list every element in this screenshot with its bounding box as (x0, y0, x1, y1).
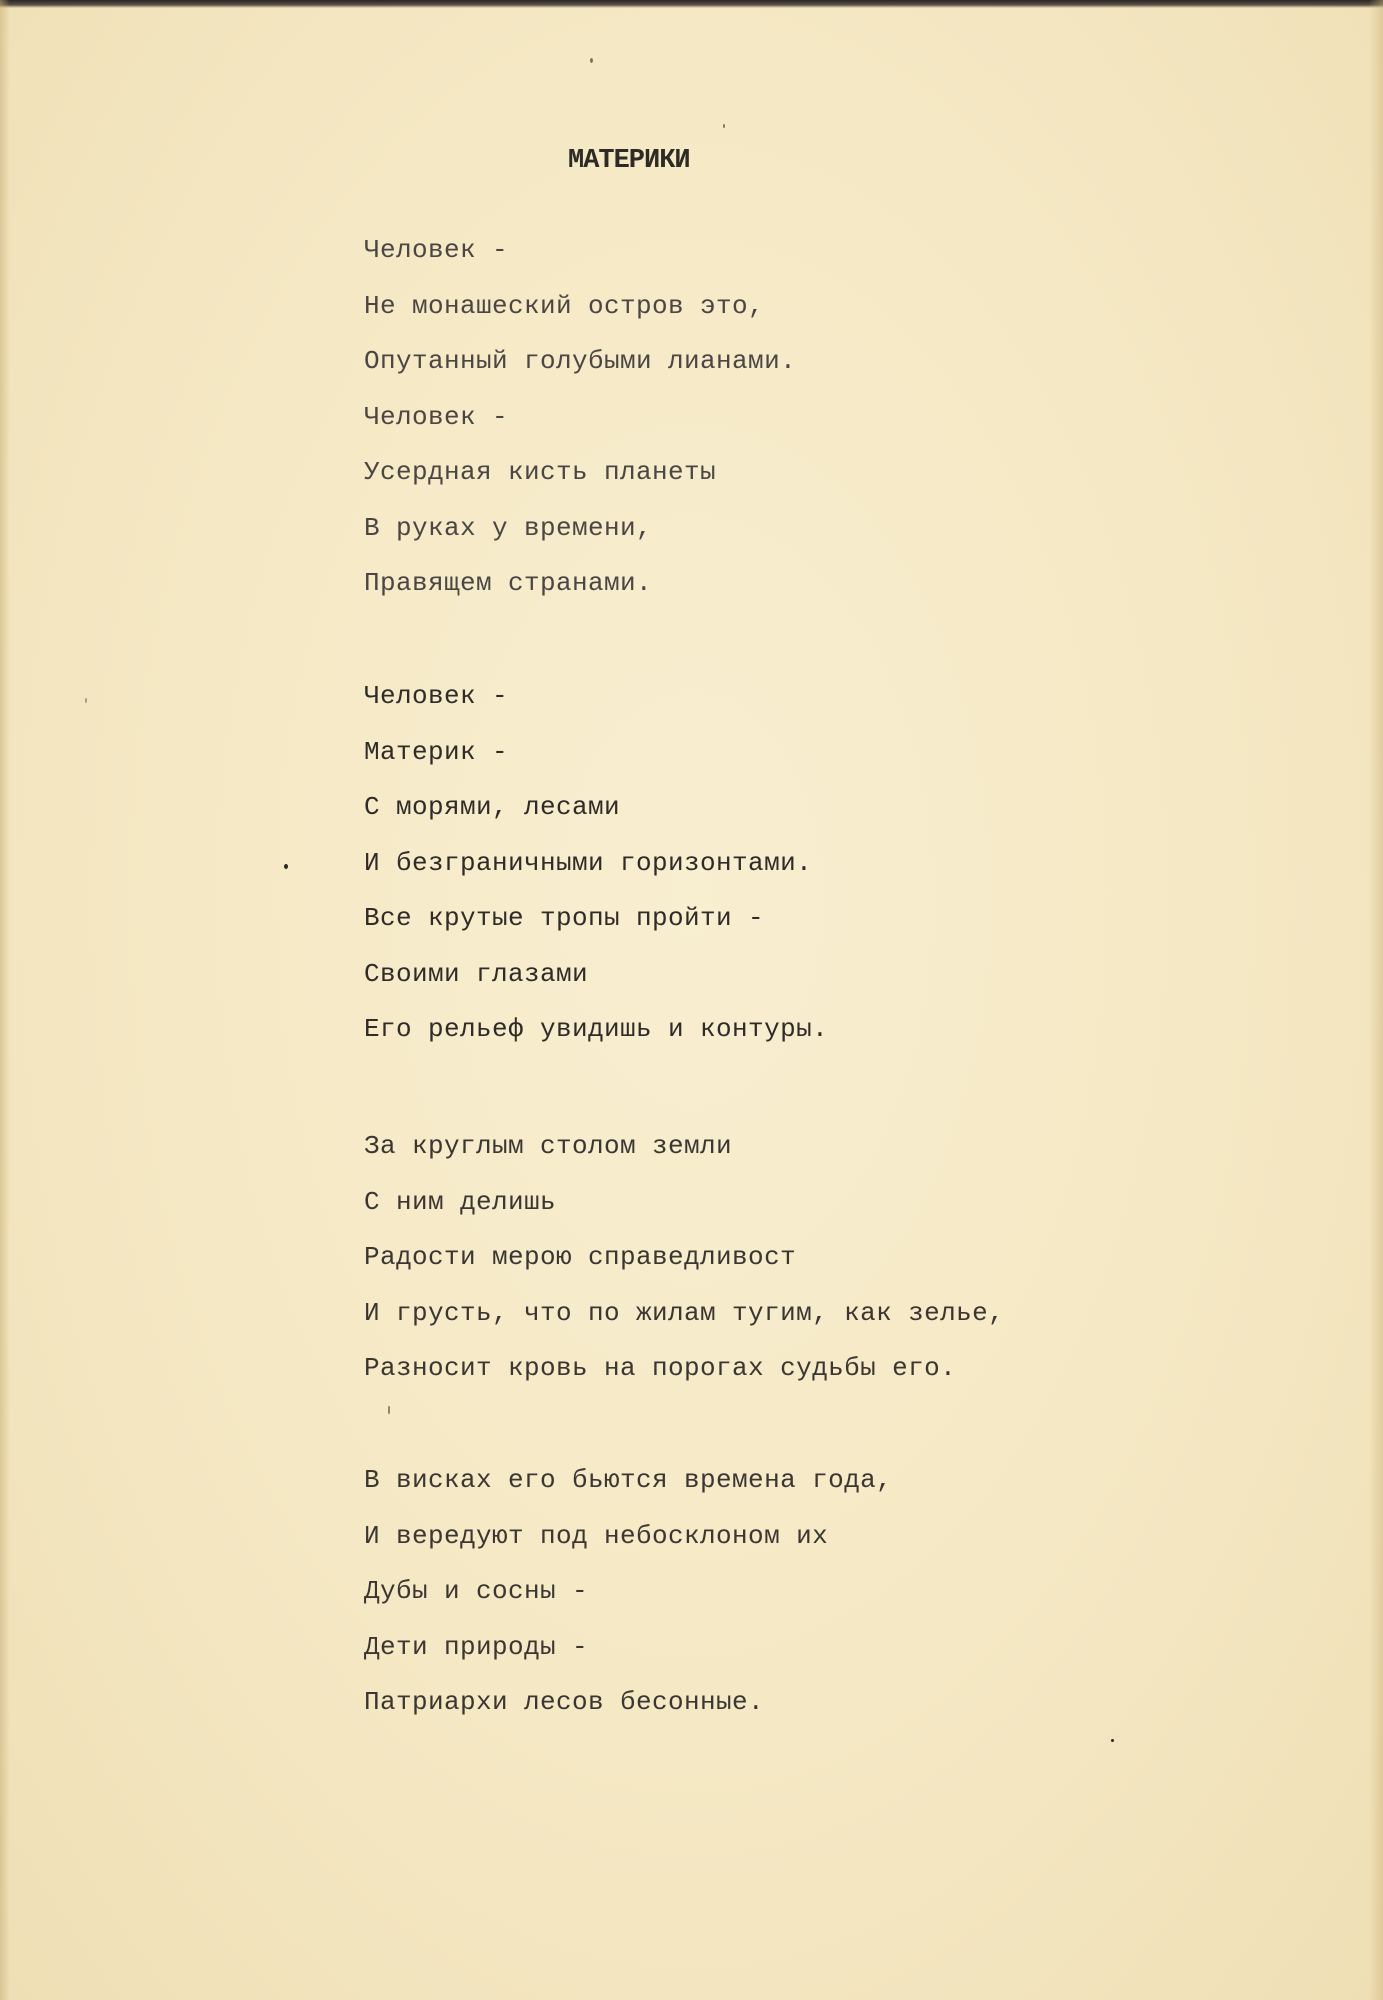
paper-speck (388, 1406, 390, 1414)
paper-speck (590, 58, 593, 63)
poem-line: Радости мерою справедливост (364, 1242, 797, 1272)
poem-line: Дети природы - (364, 1631, 589, 1662)
poem-stanza-4 (364, 1453, 892, 1731)
poem-line: Усердная кисть планеты (364, 457, 717, 487)
poem-line: Своими глазами (364, 958, 589, 989)
page-left-edge (0, 0, 10, 2000)
poem-line: Опутанный голубыми лианами. (364, 346, 797, 376)
paper-speck (284, 864, 288, 869)
poem-line: За круглым столом земли (364, 1131, 733, 1161)
poem-line: В висках его бьются времена года, (364, 1465, 893, 1495)
poem-stanza-2 (364, 669, 828, 1058)
poem-line: Человек - (364, 235, 509, 265)
poem-line: Человек - (364, 681, 509, 711)
poem-line: Не монашеский остров это, (364, 290, 765, 321)
poem-title: МАТЕРИКИ (568, 146, 690, 176)
poem-line: Все крутые тропы пройти - (364, 903, 765, 933)
paper-speck (723, 124, 725, 128)
page-right-edge (1369, 0, 1383, 2000)
poem-line: Патриархи лесов бесонные. (364, 1687, 765, 1717)
poem-line: Его рельеф увидишь и контуры. (364, 1014, 829, 1044)
poem-line: И вередуют под небосклоном их (364, 1520, 829, 1551)
paper-speck (1111, 1739, 1114, 1742)
poem-line: С ним делишь (364, 1186, 557, 1217)
poem-line: Правящем странами. (364, 568, 653, 598)
poem-stanza-3 (364, 1119, 1004, 1397)
poem-line: Дубы и сосны - (364, 1576, 589, 1606)
poem-line: Человек - (364, 401, 509, 432)
page-top-edge (0, 0, 1383, 8)
poem-line: И грусть, что по жилам тугим, как зелье, (364, 1297, 1005, 1328)
poem-line: С морями, лесами (364, 792, 621, 822)
poem-line: Разносит кровь на порогах судьбы его. (364, 1353, 957, 1383)
poem-line: И безграничными горизонтами. (364, 847, 813, 878)
poem-line: Материк - (364, 736, 509, 767)
paper-speck (85, 698, 87, 703)
poem-line: В руках у времени, (364, 512, 653, 543)
poem-stanza-1 (364, 223, 796, 612)
